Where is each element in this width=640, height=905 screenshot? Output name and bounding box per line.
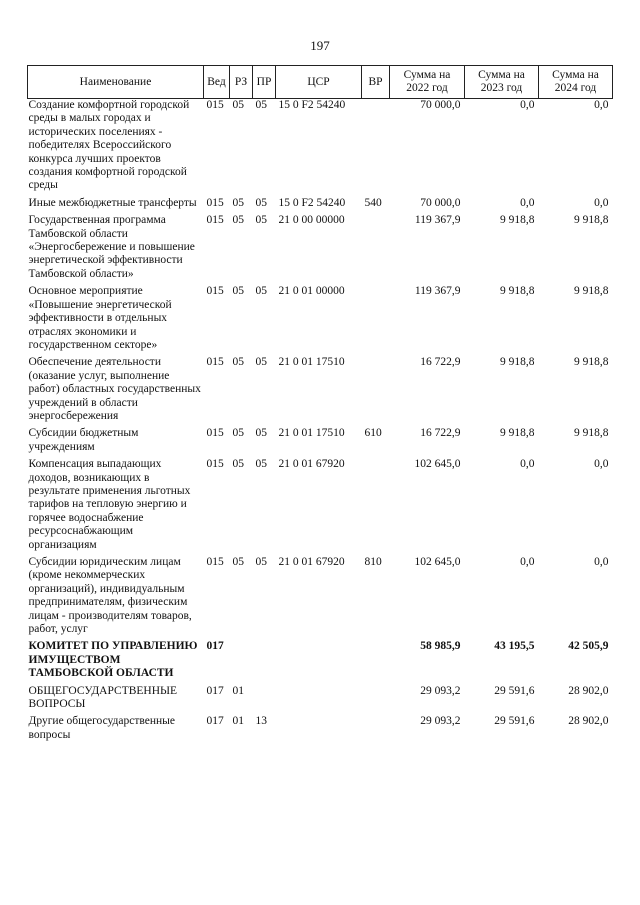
cell-rz: 05 [232,99,244,111]
table-row [28,715,613,746]
cell-vr [362,99,390,197]
cell-pr: 05 [255,556,267,568]
cell-vr: 540 [364,196,382,209]
cell-sum-2024: 0,0 [594,556,609,568]
table-row [28,556,613,640]
cell-ved: 015 [206,458,224,471]
cell-sum-2023: 9 918,8 [500,214,535,227]
cell-pr: 05 [255,196,267,209]
cell-csr [276,640,362,684]
cell-pr [253,685,276,716]
cell-sum-2024: 0,0 [594,99,609,111]
cell-sum-2023: 9 918,8 [500,427,535,440]
cell-sum-2022: 16 722,9 [420,427,461,440]
cell-sum-2022: 70 000,0 [420,196,461,209]
cell-name: Субсидии бюджетным учреждениям [28,427,139,453]
header-sum-2022: Сумма на 2022 год [390,66,465,99]
cell-sum-2024: 42 505,9 [568,640,609,653]
cell-rz: 05 [232,214,244,227]
cell-csr: 21 0 01 00000 [278,285,345,298]
cell-ved: 015 [206,427,224,440]
cell-sum-2024: 9 918,8 [574,427,609,440]
cell-sum-2023: 0,0 [520,99,535,111]
cell-sum-2022: 58 985,9 [420,640,461,653]
cell-sum-2024: 28 902,0 [568,684,609,697]
cell-csr: 21 0 01 17510 [278,427,345,440]
cell-name: Создание комфортной городской среды в малых городах и исторических поселениях - победителях Всероссийского конкурса лучших проектов создания комфортной городской среды [28,99,190,192]
table-row [28,427,613,458]
header-vr: ВР [362,66,390,99]
cell-rz: 05 [232,285,244,298]
cell-vr: 810 [364,556,382,568]
cell-rz: 05 [232,556,244,568]
cell-sum-2024: 28 902,0 [568,715,609,728]
cell-sum-2022: 119 367,9 [414,214,461,227]
cell-sum-2024: 0,0 [594,458,609,471]
cell-ved: 017 [206,684,224,697]
cell-pr: 05 [255,458,267,471]
cell-pr: 05 [255,214,267,227]
cell-rz [230,640,253,684]
header-sum-2023: Сумма на 2023 год [465,66,539,99]
cell-name: Субсидии юридическим лицам (кроме некоммерческих организаций), индивидуальным предпринимателям, физическим лицам - производителям товаров, работ, услуг [28,556,192,636]
table-header-row [28,66,613,99]
cell-vr [362,285,390,356]
cell-csr: 21 0 01 67920 [278,458,345,471]
cell-name: Обеспечение деятельности (оказание услуг, выполнение работ) областных государственных учреждений в области энергосбережения [28,356,201,422]
cell-csr: 15 0 F2 54240 [278,99,346,111]
cell-sum-2023: 29 591,6 [494,715,535,728]
header-csr: ЦСР [276,66,362,99]
header-sum-2024: Сумма на 2024 год [539,66,613,99]
cell-sum-2022: 16 722,9 [420,356,461,369]
cell-rz: 05 [232,427,244,440]
cell-rz: 01 [232,684,244,697]
cell-csr [276,685,362,716]
cell-pr [253,640,276,684]
cell-pr: 05 [255,427,267,440]
cell-pr: 05 [255,99,267,111]
table-row [28,685,613,716]
cell-ved: 017 [206,640,224,653]
header-name: Наименование [28,66,204,99]
cell-sum-2022: 70 000,0 [420,99,461,111]
cell-csr: 15 0 F2 54240 [278,196,346,209]
cell-ved: 015 [206,285,224,298]
cell-sum-2023: 9 918,8 [500,356,535,369]
table-row [28,640,613,684]
page-number: 197 [310,38,330,53]
cell-sum-2024: 9 918,8 [574,285,609,298]
cell-rz: 05 [232,196,244,209]
table-row [28,458,613,556]
cell-name: Государственная программа Тамбовской области «Энергосбережение и повышение энергетической эффективности Тамбовской области» [28,214,195,280]
cell-ved: 017 [206,715,224,728]
cell-rz: 01 [232,715,244,728]
header-pr: ПР [253,66,276,99]
table-row [28,285,613,356]
table-row [28,99,613,197]
cell-vr [362,458,390,556]
cell-pr: 05 [255,356,267,369]
cell-rz: 05 [232,356,244,369]
cell-pr: 05 [255,285,267,298]
cell-sum-2023: 43 195,5 [494,640,535,653]
cell-sum-2023: 29 591,6 [494,684,535,697]
cell-vr [362,640,390,684]
cell-sum-2022: 102 645,0 [414,458,461,471]
cell-vr: 610 [364,427,382,440]
cell-rz: 05 [232,458,244,471]
cell-ved: 015 [206,196,224,209]
cell-sum-2024: 9 918,8 [574,214,609,227]
cell-csr [276,715,362,746]
cell-vr [362,214,390,285]
cell-name: Другие общегосударственные вопросы [28,715,175,741]
cell-sum-2022: 102 645,0 [414,556,461,568]
table-row [28,197,613,214]
cell-sum-2023: 0,0 [520,458,535,471]
cell-name: ОБЩЕГОСУДАРСТВЕННЫЕ ВОПРОСЫ [28,684,178,711]
header-ved: Вед [204,66,230,99]
cell-ved: 015 [206,214,224,227]
budget-table [27,65,613,746]
cell-sum-2023: 0,0 [520,196,535,209]
cell-sum-2022: 119 367,9 [414,285,461,298]
cell-sum-2023: 9 918,8 [500,285,535,298]
table-row [28,214,613,285]
cell-name: Основное мероприятие «Повышение энергетической эффективности в отдельных отраслях экономики и государственном секторе» [28,285,172,351]
cell-ved: 015 [206,99,224,111]
cell-sum-2022: 29 093,2 [420,684,461,697]
cell-sum-2022: 29 093,2 [420,715,461,728]
table-row [28,356,613,427]
cell-ved: 015 [206,556,224,568]
cell-vr [362,685,390,716]
cell-csr: 21 0 01 17510 [278,356,345,369]
cell-name: Компенсация выпадающих доходов, возникающих в результате применения льготных тарифов на тепловую энергию и горячее водоснабжение ресурсоснабжающим организациям [28,458,191,551]
cell-pr: 13 [255,715,267,728]
cell-vr [362,356,390,427]
cell-vr [362,715,390,746]
cell-csr: 21 0 01 67920 [278,556,345,568]
cell-name: КОМИТЕТ ПО УПРАВЛЕНИЮ ИМУЩЕСТВОМ ТАМБОВСКОЙ ОБЛАСТИ [28,640,198,680]
cell-ved: 015 [206,356,224,369]
header-rz: РЗ [230,66,253,99]
cell-csr: 21 0 00 00000 [278,214,345,227]
cell-sum-2023: 0,0 [520,556,535,568]
cell-sum-2024: 9 918,8 [574,356,609,369]
cell-sum-2024: 0,0 [594,196,609,209]
table-body [28,99,613,747]
cell-name: Иные межбюджетные трансферты [28,196,197,209]
